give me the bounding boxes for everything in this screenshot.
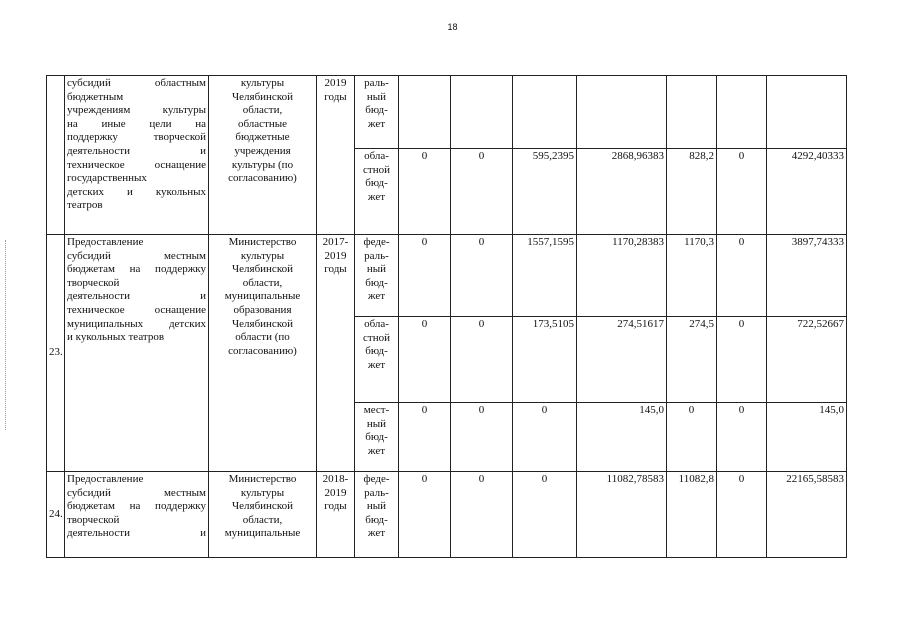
funding-source: феде- раль- ный бюд- жет: [355, 472, 399, 558]
amount-cell: 0: [451, 472, 513, 558]
amount-cell: 0: [717, 403, 767, 472]
amount-cell: 1170,3: [667, 235, 717, 317]
measure-description: субсидий областным бюджетным учреждениям культуры на иные цели на поддержку творческой деятельности и техническое оснащение государственных детских и кукольных театров: [65, 76, 209, 235]
amount-cell: 0: [513, 403, 577, 472]
table-row: [47, 472, 847, 558]
amount-cell: 0: [399, 317, 451, 403]
table-row: [47, 76, 847, 149]
amount-cell: 173,5105: [513, 317, 577, 403]
amount-cell: 0: [451, 317, 513, 403]
amount-cell: 0: [717, 472, 767, 558]
funding-source: обла- стной бюд- жет: [355, 149, 399, 235]
amount-cell: 595,2395: [513, 149, 577, 235]
row-number: 23.: [47, 235, 65, 472]
amount-cell: 0: [399, 149, 451, 235]
row-number: [47, 76, 65, 235]
amount-cell: [451, 76, 513, 149]
budget-table: [46, 75, 847, 558]
amount-cell: 0: [399, 472, 451, 558]
executor: культуры Челябинской области, областные бюджетные учреждения культуры (по согласованию): [209, 76, 317, 235]
amount-cell: 0: [717, 317, 767, 403]
amount-cell: 722,52667: [767, 317, 847, 403]
amount-cell: 0: [399, 403, 451, 472]
row-number: 24.: [47, 472, 65, 558]
amount-cell: 0: [451, 149, 513, 235]
period: 2017- 2019 годы: [317, 235, 355, 472]
amount-cell: 0: [451, 403, 513, 472]
amount-cell: 145,0: [577, 403, 667, 472]
measure-description: Предоставление субсидий местным бюджетам на поддержку творческой деятельности и техническое оснащение муниципальных детских и кукольных театров: [65, 235, 209, 472]
amount-cell: 11082,78583: [577, 472, 667, 558]
funding-source: обла- стной бюд- жет: [355, 317, 399, 403]
amount-cell: 0: [399, 235, 451, 317]
amount-cell: 11082,8: [667, 472, 717, 558]
amount-cell: 0: [667, 403, 717, 472]
amount-cell: 0: [451, 235, 513, 317]
executor: Министерство культуры Челябинской области, муниципальные: [209, 472, 317, 558]
amount-cell: 828,2: [667, 149, 717, 235]
amount-cell: 0: [717, 149, 767, 235]
amount-cell: [767, 76, 847, 149]
amount-cell: 274,5: [667, 317, 717, 403]
amount-cell: 0: [717, 235, 767, 317]
amount-cell: [513, 76, 577, 149]
table-row: [47, 235, 847, 317]
amount-cell: 145,0: [767, 403, 847, 472]
amount-cell: 22165,58583: [767, 472, 847, 558]
amount-cell: 1557,1595: [513, 235, 577, 317]
amount-cell: [667, 76, 717, 149]
measure-description: Предоставление субсидий местным бюджетам на поддержку творческой деятельности и: [65, 472, 209, 558]
amount-cell: 274,51617: [577, 317, 667, 403]
period: 2019 годы: [317, 76, 355, 235]
funding-source: раль- ный бюд- жет: [355, 76, 399, 149]
amount-cell: 3897,74333: [767, 235, 847, 317]
funding-source: феде- раль- ный бюд- жет: [355, 235, 399, 317]
scan-edge-mark: [5, 240, 7, 430]
amount-cell: [399, 76, 451, 149]
amount-cell: 2868,96383: [577, 149, 667, 235]
amount-cell: [717, 76, 767, 149]
amount-cell: 1170,28383: [577, 235, 667, 317]
funding-source: мест- ный бюд- жет: [355, 403, 399, 472]
page-number: 18: [447, 22, 458, 32]
period: 2018- 2019 годы: [317, 472, 355, 558]
amount-cell: [577, 76, 667, 149]
executor: Министерство культуры Челябинской области, муниципальные образования Челябинской области (по согласованию): [209, 235, 317, 472]
amount-cell: 0: [513, 472, 577, 558]
amount-cell: 4292,40333: [767, 149, 847, 235]
